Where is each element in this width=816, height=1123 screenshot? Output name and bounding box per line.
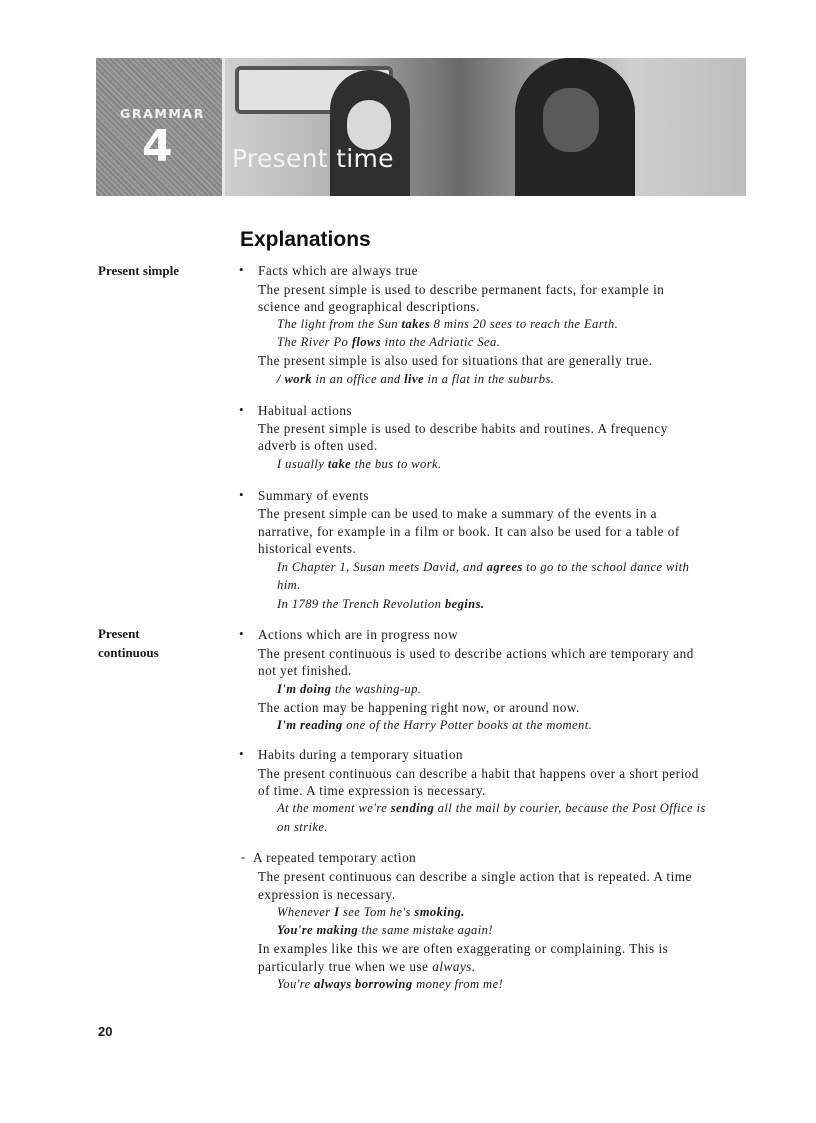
text-span: one of the Harry Potter books at the moment.: [342, 718, 593, 732]
emphasis: / work: [277, 372, 312, 386]
bullet-mark: •: [239, 262, 244, 277]
text-line: expression is necessary.: [258, 887, 396, 902]
example-line: [277, 717, 592, 734]
example-line: [277, 316, 618, 333]
text-span: in an office and: [311, 372, 405, 386]
unit-number: 4: [142, 121, 173, 172]
text-span: him.: [277, 578, 301, 592]
section-heading: Explanations: [240, 228, 371, 251]
bullet-heading: Facts which are always true: [258, 263, 418, 278]
text-line: The present simple can be used to make a summary of the events in a: [258, 506, 657, 521]
text-line: adverb is often used.: [258, 438, 378, 453]
text-line: The present continuous can describe a habit that happens over a short period: [258, 766, 699, 781]
example-line: [277, 334, 500, 351]
banner-photo: [225, 58, 746, 196]
text-span: The light from the Sun: [277, 317, 402, 331]
emphasis: smoking.: [414, 905, 465, 919]
text-span: all the mail by courier, because the Post Office is: [434, 801, 706, 815]
emphasis: take: [327, 457, 352, 471]
emphasis: I: [334, 905, 340, 919]
text-span: into the Adriatic Sea.: [381, 335, 501, 349]
example-line: [277, 976, 503, 993]
text-line: The present simple is used to describe permanent facts, for example in: [258, 282, 665, 297]
text-span: Whenever: [277, 905, 335, 919]
text-line: historical events.: [258, 541, 357, 556]
text-span: 8 mins 20 sees to reach the Earth.: [430, 317, 619, 331]
text-line: The present continuous is used to describe actions which are temporary and: [258, 646, 694, 661]
bullet-heading: Actions which are in progress now: [258, 627, 458, 642]
text-span: on strike.: [277, 820, 328, 834]
text-line: science and geographical descriptions.: [258, 299, 480, 314]
text-line: [258, 958, 476, 975]
text-line: The action may be happening right now, or around now.: [258, 700, 580, 715]
emphasis: takes: [401, 317, 431, 331]
unit-title: Present time: [232, 144, 394, 173]
bullet-mark: -: [241, 849, 246, 864]
emphasis: You're making: [277, 923, 359, 937]
text-line: The present simple is also used for situations that are generally true.: [258, 353, 653, 368]
example-line: [277, 577, 301, 594]
example-line: [277, 596, 484, 613]
text-line: The present continuous can describe a single action that is repeated. A time: [258, 869, 692, 884]
side-label-present-simple: Present simple: [98, 263, 179, 278]
person-left-face: [347, 100, 391, 150]
bullet-heading: Summary of events: [258, 488, 370, 503]
bullet-mark: •: [239, 746, 244, 761]
example-line: [277, 922, 493, 939]
emphasis: live: [404, 372, 424, 386]
emphasis: flows: [351, 335, 382, 349]
example-line: [277, 681, 421, 698]
emphasis: I'm reading: [277, 718, 343, 732]
text-line: In examples like this we are often exaggerating or complaining. This is: [258, 941, 669, 956]
bullet-heading: Habitual actions: [258, 403, 353, 418]
text-span: particularly true when we use: [258, 959, 433, 974]
text-span: You're: [277, 977, 315, 991]
example-line: [277, 559, 689, 576]
text-line: not yet finished.: [258, 663, 352, 678]
example-line: [277, 456, 442, 473]
chapter-banner: [96, 58, 746, 196]
emphasis: always borrowing: [314, 977, 413, 991]
text-span: always.: [432, 959, 476, 974]
text-line: The present simple is used to describe habits and routines. A frequency: [258, 421, 668, 436]
text-span: the same mistake again!: [358, 923, 493, 937]
text-span: The River Po: [277, 335, 352, 349]
text-span: I usually: [277, 457, 328, 471]
text-span: In Chapter 1, Susan meets David, and: [277, 560, 487, 574]
text-span: money from me!: [412, 977, 504, 991]
text-span: At the moment we're: [277, 801, 391, 815]
emphasis: begins.: [444, 597, 485, 611]
example-line: [277, 371, 554, 388]
text-span: the washing-up.: [331, 682, 422, 696]
text-line: of time. A time expression is necessary.: [258, 783, 486, 798]
page-number: 20: [98, 1024, 113, 1039]
grammar-label: GRAMMAR: [120, 106, 205, 121]
bullet-mark: •: [239, 487, 244, 502]
text-span: in a flat in the suburbs.: [423, 372, 555, 386]
example-line: [277, 904, 465, 921]
side-label-continuous: continuous: [98, 645, 159, 660]
example-line: [277, 819, 328, 836]
text-span: see Tom he's: [339, 905, 415, 919]
example-line: [277, 800, 706, 817]
bullet-heading: A repeated temporary action: [253, 850, 417, 865]
text-span: In 1789 the Trench Revolution: [277, 597, 445, 611]
emphasis: sending: [390, 801, 435, 815]
bullet-heading: Habits during a temporary situation: [258, 747, 464, 762]
text-span: to go to the school dance with: [522, 560, 690, 574]
bullet-mark: •: [239, 626, 244, 641]
bullet-mark: •: [239, 402, 244, 417]
text-line: narrative, for example in a film or book. It can also be used for a table of: [258, 524, 680, 539]
person-right-face: [543, 88, 599, 152]
emphasis: agrees: [486, 560, 523, 574]
emphasis: I'm doing: [277, 682, 332, 696]
text-span: the bus to work.: [351, 457, 442, 471]
side-label-present: Present: [98, 626, 140, 641]
